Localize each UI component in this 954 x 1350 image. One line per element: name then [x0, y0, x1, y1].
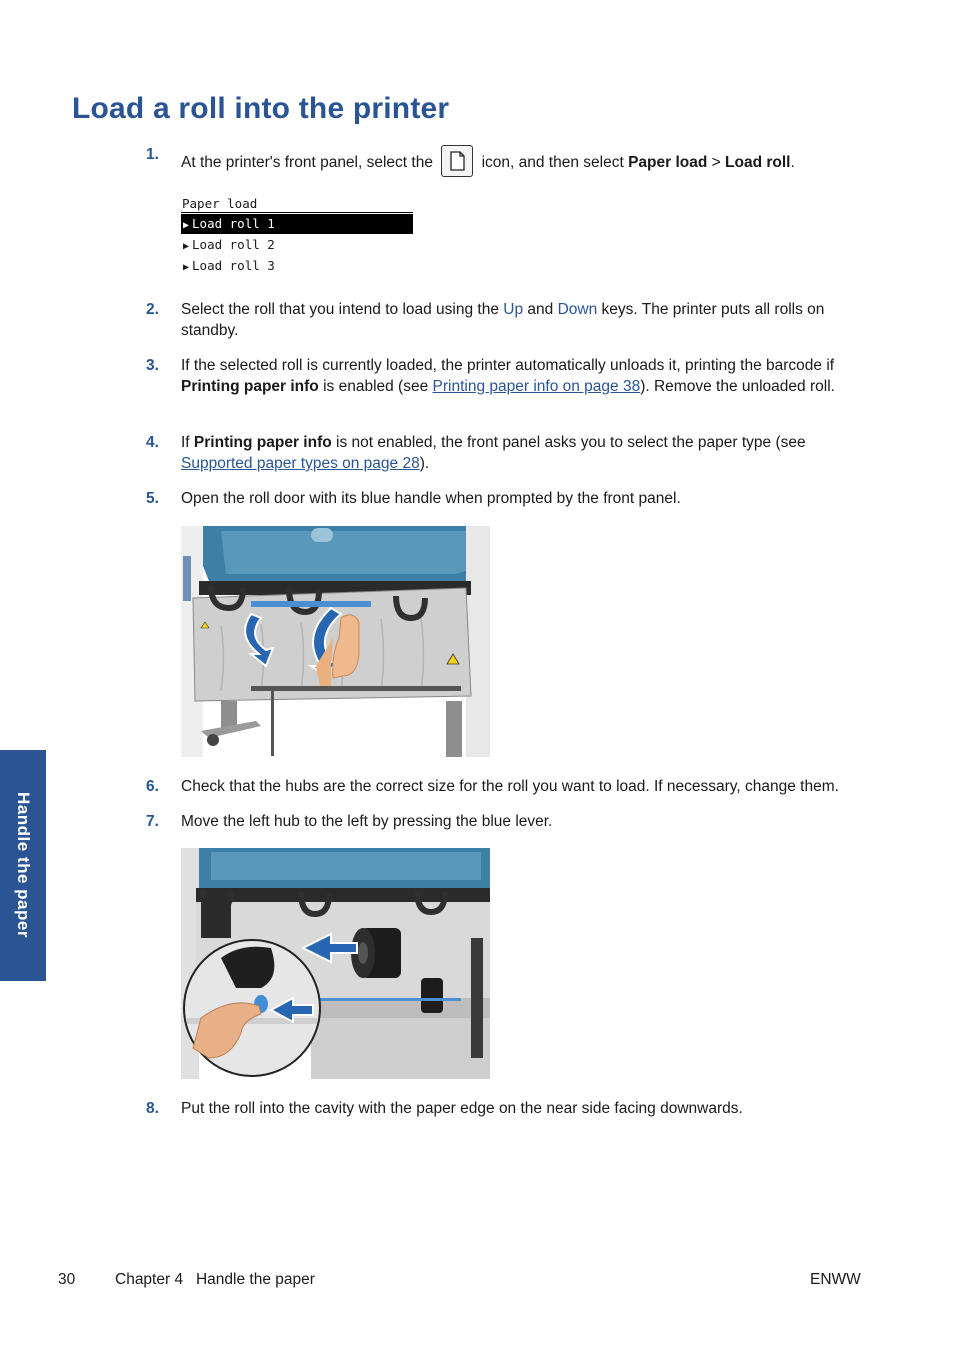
step-text: ).: [419, 455, 430, 472]
step-1: [146, 145, 856, 179]
play-icon: ▶: [183, 220, 190, 231]
step-8: [146, 1098, 856, 1119]
up-key: Up: [503, 301, 524, 318]
step-text: Select the roll that you intend to load using the: [181, 301, 504, 318]
step-text: ). Remove the unloaded roll.: [640, 378, 835, 395]
link-supported-paper-types[interactable]: Supported paper types on page 28: [181, 455, 420, 472]
step-7: [146, 811, 856, 832]
step-text: keys. The printer puts all rolls on standby.: [181, 301, 825, 339]
page-title: Load a roll into the printer: [72, 92, 450, 125]
step-4: [146, 432, 856, 474]
chapter-side-tab[interactable]: [0, 750, 46, 981]
punctuation: .: [790, 154, 795, 172]
step-text: Move the left hub to the left by pressing the blue lever.: [181, 813, 553, 830]
step-text: At the printer's front panel, select the: [181, 154, 433, 172]
panel-item-label: Load roll 1: [192, 216, 275, 231]
step-number: 8.: [146, 1100, 159, 1117]
panel-item-load-roll-1[interactable]: [181, 214, 413, 234]
play-icon: ▶: [183, 241, 190, 252]
hub-lever-illustration: [181, 848, 490, 1079]
footer-chapter: Chapter 4 Handle the paper: [115, 1271, 315, 1288]
menu-load-roll: Load roll: [725, 154, 791, 172]
step-number: 6.: [146, 778, 159, 795]
step-number: 5.: [146, 490, 159, 507]
step-6: [146, 776, 856, 797]
panel-item-load-roll-3[interactable]: [181, 256, 413, 276]
step-text: Open the roll door with its blue handle when prompted by the front panel.: [181, 490, 681, 507]
step-number: 3.: [146, 357, 159, 374]
option-name: Printing paper info: [181, 378, 319, 395]
step-text: If: [181, 434, 194, 451]
link-printing-paper-info[interactable]: Printing paper info on page 38: [432, 378, 641, 395]
play-icon: ▶: [183, 262, 190, 273]
step-number: 1.: [146, 146, 159, 163]
step-3: [146, 355, 856, 397]
step-number: 4.: [146, 434, 159, 451]
step-text: and: [523, 301, 558, 318]
step-text: is enabled (see: [318, 378, 433, 395]
step-text: If the selected roll is currently loaded, the printer automatically unloads it, printing the barcode if: [181, 357, 835, 374]
roll-door-illustration: [181, 526, 490, 757]
down-key: Down: [557, 301, 598, 318]
step-text: icon, and then select: [481, 154, 624, 172]
front-panel-display: [181, 196, 413, 276]
side-tab-label: Handle the paper: [14, 792, 33, 938]
panel-title: Paper load: [181, 196, 413, 213]
panel-item-load-roll-2[interactable]: [181, 235, 413, 255]
footer-locale: ENWW: [810, 1271, 861, 1288]
step-text: is not enabled, the front panel asks you to select the paper type (see: [331, 434, 806, 451]
step-text: Check that the hubs are the correct size for the roll you want to load. If necessary, change them.: [181, 778, 839, 795]
option-name: Printing paper info: [193, 434, 332, 451]
step-number: 7.: [146, 813, 159, 830]
panel-item-label: Load roll 2: [192, 237, 275, 252]
step-text: Put the roll into the cavity with the paper edge on the near side facing downwards.: [181, 1100, 743, 1117]
step-number: 2.: [146, 301, 159, 318]
page-number: 30: [58, 1271, 76, 1288]
menu-paper-load: Paper load: [628, 154, 708, 172]
panel-item-label: Load roll 3: [192, 258, 275, 273]
separator: >: [707, 154, 726, 172]
paper-icon: [441, 145, 473, 177]
step-5: [146, 488, 856, 509]
step-2: [146, 299, 856, 341]
